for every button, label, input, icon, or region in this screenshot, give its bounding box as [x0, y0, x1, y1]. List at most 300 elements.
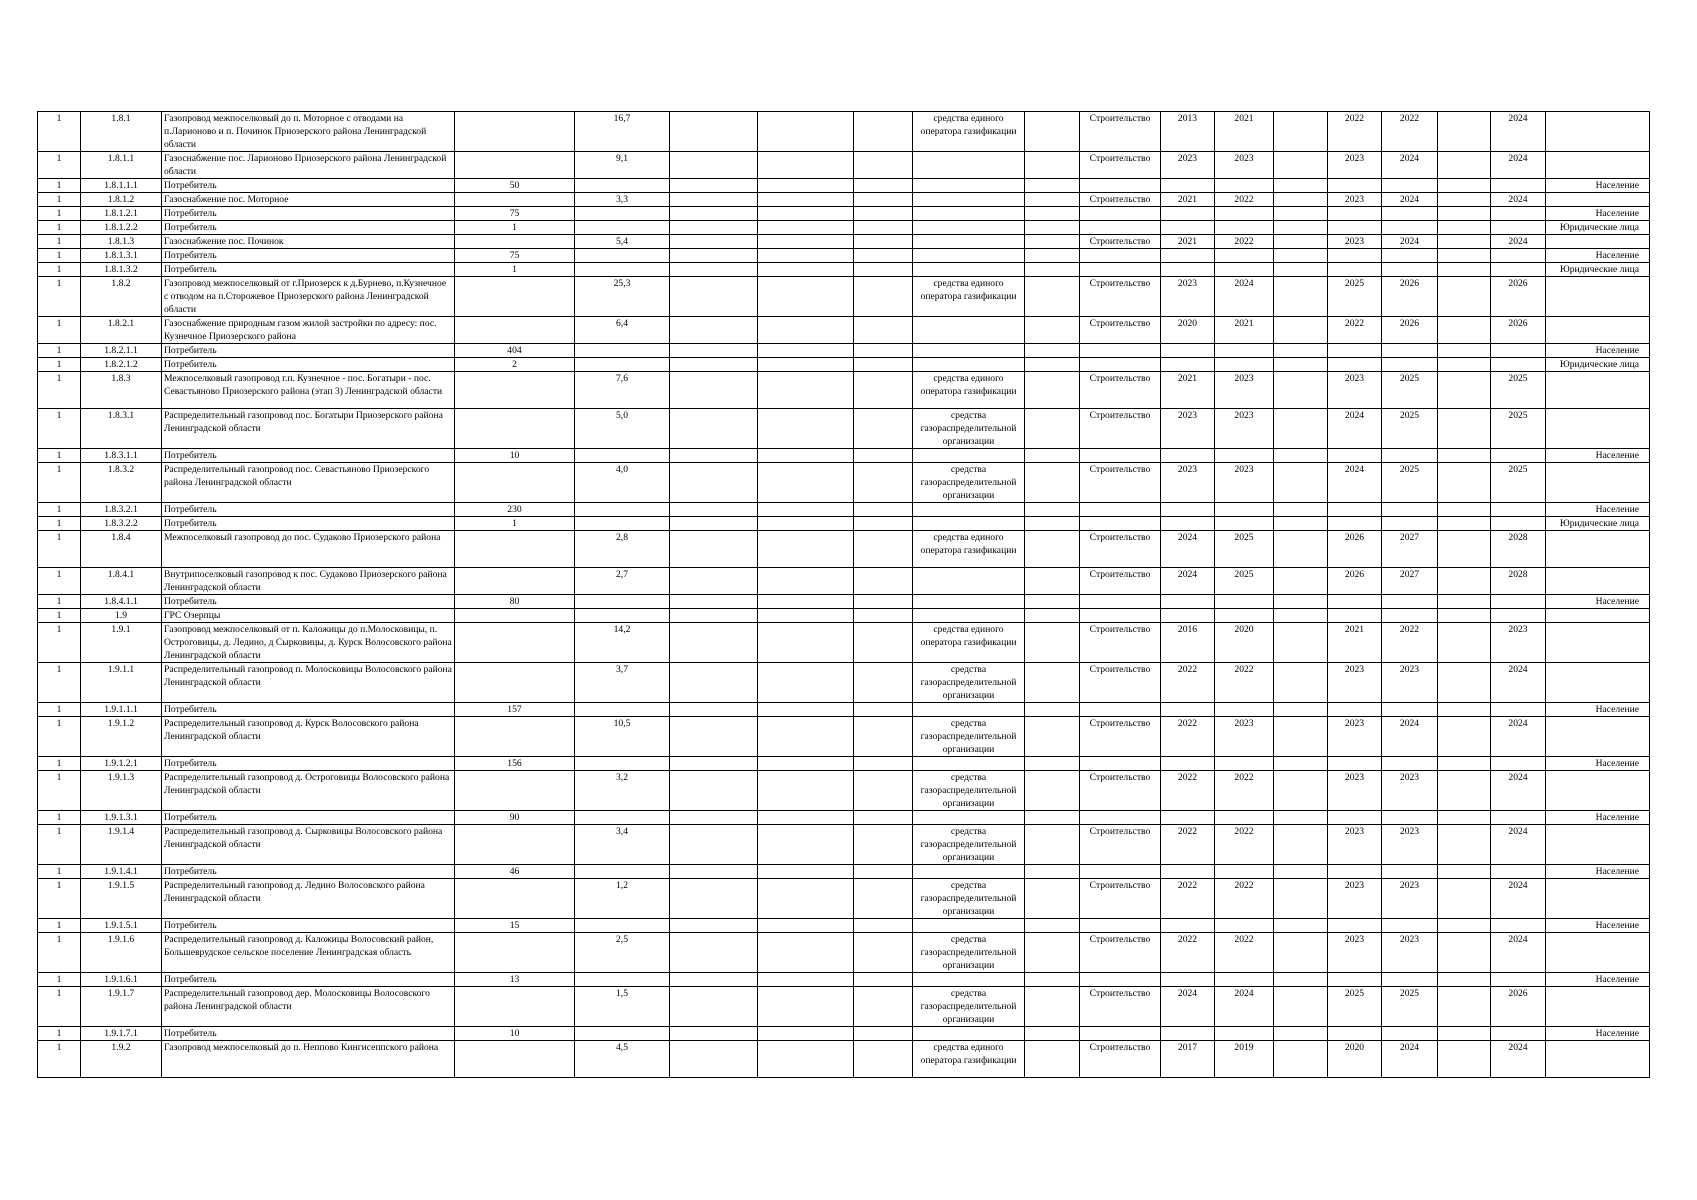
funding-source-cell: средства единого оператора газификации — [913, 1041, 1025, 1078]
year-start-design-cell — [1161, 503, 1215, 517]
empty-cell — [1274, 317, 1328, 344]
empty-cell — [1274, 235, 1328, 249]
work-type-cell: Строительство — [1080, 235, 1161, 249]
empty-cell — [758, 372, 854, 409]
empty-cell — [758, 771, 854, 811]
item-number-cell: 1.9.1 — [81, 623, 162, 663]
empty-cell — [1025, 372, 1080, 409]
empty-cell — [758, 1041, 854, 1078]
table-row — [38, 372, 1650, 409]
consumer-count-cell — [455, 235, 575, 249]
year-start-build-cell: 2021 — [1328, 623, 1382, 663]
year-end-build-cell — [1382, 207, 1438, 221]
empty-cell — [758, 879, 854, 919]
year-start-build-cell: 2023 — [1328, 717, 1382, 757]
table-row — [38, 771, 1650, 811]
consumer-count-cell — [455, 531, 575, 568]
empty-cell — [670, 221, 758, 235]
work-type-cell: Строительство — [1080, 771, 1161, 811]
empty-cell — [1438, 344, 1491, 358]
funding-source-cell — [913, 235, 1025, 249]
year-end-design-cell: 2022 — [1215, 193, 1274, 207]
year-end-design-cell — [1215, 503, 1274, 517]
empty-cell — [854, 317, 913, 344]
group-cell: 1 — [38, 1041, 81, 1078]
work-type-cell: Строительство — [1080, 717, 1161, 757]
consumer-count-cell: 156 — [455, 757, 575, 771]
consumer-category-cell: Население — [1546, 865, 1650, 879]
year-end-build-cell — [1382, 973, 1438, 987]
table-row — [38, 317, 1650, 344]
object-name-cell: Распределительный газопровод д. Ледино Волосовского района Ленинградской области — [162, 879, 455, 919]
object-name-cell: Внутрипоселковый газопровод к пос. Судаково Приозерского района Ленинградской области — [162, 568, 455, 595]
empty-cell — [758, 235, 854, 249]
empty-cell — [758, 623, 854, 663]
length-cell — [575, 249, 670, 263]
item-number-cell: 1.9.1.7.1 — [81, 1027, 162, 1041]
empty-cell — [1274, 112, 1328, 152]
item-number-cell: 1.8.1.1.1 — [81, 179, 162, 193]
funding-source-cell — [913, 973, 1025, 987]
length-cell — [575, 973, 670, 987]
year-end-design-cell: 2020 — [1215, 623, 1274, 663]
empty-cell — [1274, 919, 1328, 933]
consumer-count-cell: 157 — [455, 703, 575, 717]
year-start-build-cell — [1328, 595, 1382, 609]
year-commission-cell: 2024 — [1491, 1041, 1546, 1078]
year-start-design-cell: 2016 — [1161, 623, 1215, 663]
item-number-cell: 1.8.1.3.2 — [81, 263, 162, 277]
year-commission-cell: 2025 — [1491, 372, 1546, 409]
empty-cell — [1438, 595, 1491, 609]
funding-source-cell — [913, 919, 1025, 933]
empty-cell — [1025, 449, 1080, 463]
table-row — [38, 221, 1650, 235]
length-cell — [575, 503, 670, 517]
length-cell: 3,3 — [575, 193, 670, 207]
empty-cell — [670, 933, 758, 973]
work-type-cell: Строительство — [1080, 933, 1161, 973]
work-type-cell — [1080, 449, 1161, 463]
year-start-build-cell — [1328, 249, 1382, 263]
object-name-cell: Газоснабжение природным газом жилой застройки по адресу: пос. Кузнечное Приозерского района — [162, 317, 455, 344]
empty-cell — [1274, 865, 1328, 879]
year-start-design-cell: 2022 — [1161, 717, 1215, 757]
year-end-design-cell: 2023 — [1215, 409, 1274, 449]
table-row — [38, 463, 1650, 503]
year-commission-cell — [1491, 595, 1546, 609]
group-cell: 1 — [38, 595, 81, 609]
empty-cell — [1025, 179, 1080, 193]
empty-cell — [1438, 568, 1491, 595]
year-start-build-cell: 2023 — [1328, 372, 1382, 409]
table-row — [38, 1041, 1650, 1078]
year-start-design-cell — [1161, 973, 1215, 987]
year-start-design-cell: 2021 — [1161, 235, 1215, 249]
consumer-count-cell: 13 — [455, 973, 575, 987]
work-type-cell: Строительство — [1080, 568, 1161, 595]
item-number-cell: 1.9.2 — [81, 1041, 162, 1078]
empty-cell — [1025, 112, 1080, 152]
year-start-design-cell: 2022 — [1161, 771, 1215, 811]
empty-cell — [1274, 811, 1328, 825]
year-start-design-cell: 2023 — [1161, 409, 1215, 449]
empty-cell — [854, 517, 913, 531]
year-end-build-cell: 2025 — [1382, 987, 1438, 1027]
empty-cell — [1438, 235, 1491, 249]
consumer-count-cell: 80 — [455, 595, 575, 609]
empty-cell — [670, 317, 758, 344]
group-cell: 1 — [38, 372, 81, 409]
empty-cell — [1274, 609, 1328, 623]
empty-cell — [758, 317, 854, 344]
table-row — [38, 503, 1650, 517]
length-cell: 25,3 — [575, 277, 670, 317]
empty-cell — [854, 825, 913, 865]
gasification-table — [37, 111, 1650, 1078]
consumer-category-cell — [1546, 463, 1650, 503]
empty-cell — [1274, 531, 1328, 568]
empty-cell — [854, 757, 913, 771]
item-number-cell: 1.9.1.3.1 — [81, 811, 162, 825]
item-number-cell: 1.9.1.1 — [81, 663, 162, 703]
consumer-count-cell — [455, 463, 575, 503]
empty-cell — [1274, 568, 1328, 595]
funding-source-cell — [913, 152, 1025, 179]
year-start-design-cell — [1161, 207, 1215, 221]
year-end-build-cell — [1382, 263, 1438, 277]
empty-cell — [1025, 568, 1080, 595]
year-end-design-cell — [1215, 811, 1274, 825]
work-type-cell: Строительство — [1080, 112, 1161, 152]
empty-cell — [670, 249, 758, 263]
empty-cell — [1438, 463, 1491, 503]
empty-cell — [1274, 358, 1328, 372]
empty-cell — [1438, 811, 1491, 825]
consumer-category-cell: Население — [1546, 811, 1650, 825]
funding-source-cell: средства газораспределительной организации — [913, 987, 1025, 1027]
year-commission-cell: 2025 — [1491, 463, 1546, 503]
empty-cell — [854, 409, 913, 449]
group-cell: 1 — [38, 623, 81, 663]
work-type-cell — [1080, 595, 1161, 609]
empty-cell — [1438, 933, 1491, 973]
consumer-category-cell — [1546, 277, 1650, 317]
object-name-cell: Газопровод межпоселковый до п. Неппово Кингисеппского района — [162, 1041, 455, 1078]
empty-cell — [854, 152, 913, 179]
consumer-count-cell: 10 — [455, 449, 575, 463]
length-cell: 3,7 — [575, 663, 670, 703]
empty-cell — [1438, 1041, 1491, 1078]
year-start-build-cell: 2024 — [1328, 409, 1382, 449]
table-row — [38, 531, 1650, 568]
group-cell: 1 — [38, 1027, 81, 1041]
consumer-category-cell — [1546, 933, 1650, 973]
year-commission-cell — [1491, 1027, 1546, 1041]
empty-cell — [670, 112, 758, 152]
empty-cell — [758, 865, 854, 879]
empty-cell — [1438, 112, 1491, 152]
year-end-design-cell: 2022 — [1215, 235, 1274, 249]
consumer-category-cell — [1546, 663, 1650, 703]
year-end-build-cell: 2026 — [1382, 317, 1438, 344]
empty-cell — [758, 112, 854, 152]
empty-cell — [670, 193, 758, 207]
empty-cell — [1274, 193, 1328, 207]
group-cell: 1 — [38, 987, 81, 1027]
empty-cell — [1274, 879, 1328, 919]
empty-cell — [670, 179, 758, 193]
length-cell: 14,2 — [575, 623, 670, 663]
group-cell: 1 — [38, 919, 81, 933]
year-start-design-cell: 2024 — [1161, 568, 1215, 595]
table-row — [38, 987, 1650, 1027]
length-cell — [575, 703, 670, 717]
empty-cell — [1438, 263, 1491, 277]
year-commission-cell: 2028 — [1491, 531, 1546, 568]
funding-source-cell — [913, 179, 1025, 193]
year-start-build-cell: 2020 — [1328, 1041, 1382, 1078]
work-type-cell — [1080, 865, 1161, 879]
item-number-cell: 1.9.1.6.1 — [81, 973, 162, 987]
object-name-cell: Потребитель — [162, 358, 455, 372]
funding-source-cell — [913, 865, 1025, 879]
empty-cell — [670, 609, 758, 623]
table-row — [38, 517, 1650, 531]
empty-cell — [758, 358, 854, 372]
empty-cell — [854, 372, 913, 409]
empty-cell — [670, 207, 758, 221]
consumer-count-cell — [455, 717, 575, 757]
length-cell — [575, 358, 670, 372]
empty-cell — [854, 1027, 913, 1041]
work-type-cell: Строительство — [1080, 193, 1161, 207]
funding-source-cell — [913, 207, 1025, 221]
empty-cell — [1025, 317, 1080, 344]
empty-cell — [1025, 663, 1080, 703]
empty-cell — [670, 463, 758, 503]
year-end-build-cell — [1382, 249, 1438, 263]
year-start-build-cell: 2022 — [1328, 317, 1382, 344]
funding-source-cell: средства газораспределительной организации — [913, 879, 1025, 919]
year-commission-cell — [1491, 517, 1546, 531]
work-type-cell — [1080, 919, 1161, 933]
year-commission-cell — [1491, 358, 1546, 372]
group-cell: 1 — [38, 879, 81, 919]
empty-cell — [1025, 825, 1080, 865]
empty-cell — [1274, 344, 1328, 358]
empty-cell — [670, 344, 758, 358]
group-cell: 1 — [38, 531, 81, 568]
empty-cell — [1438, 517, 1491, 531]
consumer-count-cell — [455, 277, 575, 317]
year-start-build-cell — [1328, 811, 1382, 825]
item-number-cell: 1.9.1.2 — [81, 717, 162, 757]
empty-cell — [854, 865, 913, 879]
empty-cell — [1274, 179, 1328, 193]
consumer-category-cell: Население — [1546, 207, 1650, 221]
year-end-build-cell: 2023 — [1382, 771, 1438, 811]
object-name-cell: Потребитель — [162, 919, 455, 933]
object-name-cell: Потребитель — [162, 263, 455, 277]
empty-cell — [1438, 249, 1491, 263]
empty-cell — [854, 277, 913, 317]
year-start-build-cell — [1328, 865, 1382, 879]
year-start-build-cell: 2024 — [1328, 463, 1382, 503]
year-end-design-cell: 2022 — [1215, 663, 1274, 703]
consumer-count-cell: 2 — [455, 358, 575, 372]
year-end-build-cell — [1382, 595, 1438, 609]
year-start-build-cell: 2022 — [1328, 112, 1382, 152]
item-number-cell: 1.8.1.2.2 — [81, 221, 162, 235]
year-end-build-cell — [1382, 865, 1438, 879]
year-end-design-cell — [1215, 249, 1274, 263]
empty-cell — [1438, 372, 1491, 409]
object-name-cell: Распределительный газопровод п. Молосковицы Волосовского района Ленинградской области — [162, 663, 455, 703]
consumer-category-cell — [1546, 1041, 1650, 1078]
length-cell — [575, 344, 670, 358]
empty-cell — [670, 1027, 758, 1041]
year-start-build-cell: 2023 — [1328, 235, 1382, 249]
year-start-design-cell — [1161, 703, 1215, 717]
table-row — [38, 179, 1650, 193]
group-cell: 1 — [38, 249, 81, 263]
funding-source-cell: средства единого оператора газификации — [913, 623, 1025, 663]
empty-cell — [854, 358, 913, 372]
empty-cell — [670, 825, 758, 865]
year-end-design-cell — [1215, 358, 1274, 372]
consumer-category-cell — [1546, 568, 1650, 595]
empty-cell — [1274, 152, 1328, 179]
length-cell — [575, 595, 670, 609]
year-start-build-cell — [1328, 263, 1382, 277]
funding-source-cell: средства газораспределительной организации — [913, 771, 1025, 811]
empty-cell — [758, 449, 854, 463]
group-cell: 1 — [38, 449, 81, 463]
year-commission-cell: 2025 — [1491, 409, 1546, 449]
work-type-cell: Строительство — [1080, 317, 1161, 344]
item-number-cell: 1.8.1.2.1 — [81, 207, 162, 221]
empty-cell — [1438, 973, 1491, 987]
length-cell: 3,4 — [575, 825, 670, 865]
year-start-design-cell: 2013 — [1161, 112, 1215, 152]
table-row — [38, 811, 1650, 825]
consumer-category-cell — [1546, 825, 1650, 865]
empty-cell — [1438, 987, 1491, 1027]
year-start-design-cell — [1161, 344, 1215, 358]
empty-cell — [854, 235, 913, 249]
empty-cell — [1025, 358, 1080, 372]
item-number-cell: 1.8.1 — [81, 112, 162, 152]
empty-cell — [854, 663, 913, 703]
empty-cell — [758, 987, 854, 1027]
length-cell: 2,7 — [575, 568, 670, 595]
empty-cell — [1274, 933, 1328, 973]
year-commission-cell — [1491, 503, 1546, 517]
consumer-count-cell: 90 — [455, 811, 575, 825]
consumer-category-cell — [1546, 372, 1650, 409]
year-start-design-cell — [1161, 221, 1215, 235]
consumer-category-cell — [1546, 112, 1650, 152]
empty-cell — [1025, 152, 1080, 179]
empty-cell — [854, 987, 913, 1027]
empty-cell — [670, 531, 758, 568]
item-number-cell: 1.9.1.7 — [81, 987, 162, 1027]
consumer-count-cell — [455, 152, 575, 179]
empty-cell — [854, 919, 913, 933]
object-name-cell: Распределительный газопровод д. Остроговицы Волосовского района Ленинградской области — [162, 771, 455, 811]
group-cell: 1 — [38, 277, 81, 317]
group-cell: 1 — [38, 344, 81, 358]
consumer-category-cell — [1546, 987, 1650, 1027]
object-name-cell: Потребитель — [162, 811, 455, 825]
length-cell — [575, 919, 670, 933]
year-start-design-cell — [1161, 757, 1215, 771]
group-cell: 1 — [38, 811, 81, 825]
funding-source-cell — [913, 568, 1025, 595]
empty-cell — [854, 463, 913, 503]
empty-cell — [670, 568, 758, 595]
item-number-cell: 1.8.2.1.2 — [81, 358, 162, 372]
empty-cell — [758, 221, 854, 235]
empty-cell — [670, 517, 758, 531]
year-end-design-cell: 2022 — [1215, 933, 1274, 973]
year-start-build-cell: 2025 — [1328, 277, 1382, 317]
empty-cell — [1025, 973, 1080, 987]
year-commission-cell — [1491, 973, 1546, 987]
empty-cell — [1025, 221, 1080, 235]
length-cell — [575, 263, 670, 277]
funding-source-cell — [913, 193, 1025, 207]
empty-cell — [1438, 663, 1491, 703]
object-name-cell: ГРС Озерпцы — [162, 609, 455, 623]
empty-cell — [854, 933, 913, 973]
year-start-design-cell: 2022 — [1161, 825, 1215, 865]
year-end-design-cell — [1215, 344, 1274, 358]
funding-source-cell: средства газораспределительной организации — [913, 717, 1025, 757]
empty-cell — [1274, 973, 1328, 987]
empty-cell — [1025, 933, 1080, 973]
year-start-design-cell: 2022 — [1161, 933, 1215, 973]
length-cell: 3,2 — [575, 771, 670, 811]
funding-source-cell — [913, 449, 1025, 463]
year-end-build-cell — [1382, 811, 1438, 825]
consumer-category-cell — [1546, 409, 1650, 449]
year-end-design-cell: 2019 — [1215, 1041, 1274, 1078]
empty-cell — [1274, 372, 1328, 409]
year-end-build-cell — [1382, 503, 1438, 517]
consumer-category-cell — [1546, 152, 1650, 179]
consumer-category-cell — [1546, 771, 1650, 811]
empty-cell — [758, 409, 854, 449]
empty-cell — [854, 193, 913, 207]
year-end-build-cell: 2024 — [1382, 1041, 1438, 1078]
consumer-count-cell — [455, 771, 575, 811]
year-commission-cell — [1491, 179, 1546, 193]
empty-cell — [670, 811, 758, 825]
table-body — [38, 112, 1650, 1078]
year-start-design-cell — [1161, 865, 1215, 879]
year-end-build-cell: 2022 — [1382, 623, 1438, 663]
item-number-cell: 1.9.1.6 — [81, 933, 162, 973]
empty-cell — [1025, 879, 1080, 919]
funding-source-cell — [913, 358, 1025, 372]
empty-cell — [854, 221, 913, 235]
funding-source-cell — [913, 811, 1025, 825]
group-cell: 1 — [38, 193, 81, 207]
year-end-build-cell — [1382, 179, 1438, 193]
year-end-build-cell — [1382, 1027, 1438, 1041]
